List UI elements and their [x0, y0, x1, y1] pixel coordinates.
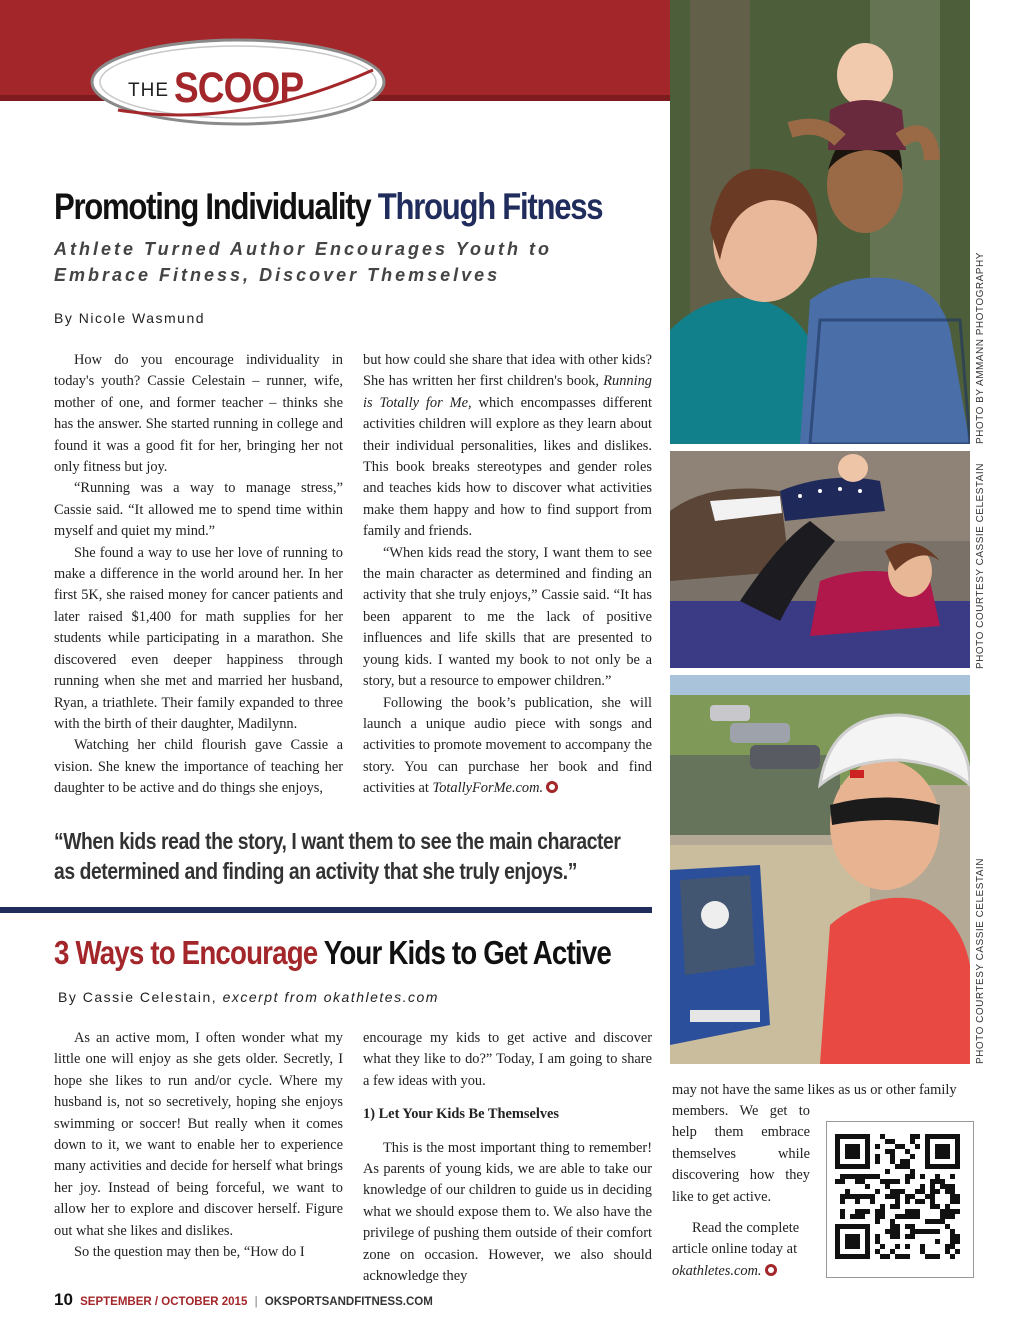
article1-subtitle: Athlete Turned Author Encourages Youth to Embrace Fitness, Discover Themselves — [54, 239, 553, 285]
article2-column2 — [363, 1028, 652, 1287]
text-run: but how could she share that idea with other kids? She has written her first children's book, — [363, 352, 652, 390]
paragraph: So the question may then be, “How do I — [74, 1244, 305, 1261]
article2-column3-wide — [672, 1080, 972, 1101]
bike-selfie-photo — [670, 675, 970, 1064]
website-link[interactable]: okathletes.com. — [672, 1262, 762, 1279]
text-run: Following the book’s publication, she will launch a unique audio piece with songs and activities to promote movement to accompany the story. You can purchase her book and find activities at — [363, 694, 652, 797]
pull-quote — [54, 826, 621, 886]
pull-quote-line: as determined and finding an activity that she truly enjoys.” — [54, 858, 577, 884]
issue-date: SEPTEMBER / OCTOBER 2015 — [80, 1296, 248, 1308]
article1-column1 — [54, 350, 343, 800]
article1-title — [54, 186, 603, 228]
paragraph: “Running was a way to manage stress,” Cassie said. “It allowed me to spend time within myself and quiet my mind.” — [54, 480, 343, 540]
bike-photo-illustration — [670, 675, 970, 1064]
paragraph: encourage my kids to get active and discover what they like to do?” Today, I am going to share a few ideas with you. — [363, 1030, 652, 1089]
paragraph: This is the most important thing to remember! As parents of young kids, we are able to take our knowledge of our children to guide us in deciding what we should expose them to. We also have the privilege of pushing them outside of their comfort zone on occasion. However, we also should acknowledge they — [363, 1139, 652, 1285]
page-footer — [54, 1290, 433, 1310]
article2-title-part1: 3 Ways to Encourage — [54, 934, 318, 971]
footer-website[interactable]: OKSPORTSANDFITNESS.COM — [264, 1296, 433, 1308]
section-heading: 1) Let Your Kids Be Themselves — [363, 1106, 560, 1123]
article2-author: By Cassie Celestain, — [58, 989, 218, 1005]
website-link[interactable]: TotallyForMe.com. — [432, 780, 544, 797]
paragraph: She found a way to use her love of running to make a difference in the world around her. In her first 5K, she raised money for cancer patients and later raised $1,400 for math supplies for her students while participating in a marathon. She discovered even deeper happiness through running when she met and married her husband, Ryan, a triathlete. Their family expanded to three with the birth of their daughter, Madilynn. — [54, 544, 343, 732]
family-photo-illustration — [670, 0, 970, 444]
qr-code[interactable] — [826, 1121, 974, 1278]
pull-quote-line: “When kids read the story, I want them to see the main character — [54, 828, 621, 854]
photo-credit: PHOTO COURTESY CASSIE CELESTAIN — [975, 858, 986, 1064]
page-number: 10 — [54, 1290, 73, 1309]
article1-title-part2: Through Fitness — [377, 186, 603, 227]
article-end-icon — [546, 781, 558, 793]
qr-code-icon — [827, 1122, 973, 1277]
family-photo — [670, 0, 970, 444]
yoga-photo-illustration — [670, 451, 970, 668]
article2-title — [54, 934, 611, 972]
paragraph: may not have the same likes as us or other family — [672, 1082, 957, 1098]
photo-credit: PHOTO BY AMMANN PHOTOGRAPHY — [975, 252, 986, 444]
article2-byline — [58, 989, 439, 1005]
paragraph: Read the complete article online today at — [672, 1220, 800, 1258]
paragraph: How do you encourage individuality in today's youth? Cassie Celestain – runner, wife, mother of one, and former teacher – thinks she has the answer. She started running in college and found it was a good fit for her, bringing her not only fitness but joy. — [54, 352, 343, 476]
article1-column2 — [363, 350, 652, 800]
article2-source: excerpt from okathletes.com — [222, 989, 439, 1005]
article1-title-part1: Promoting Individuality — [54, 186, 371, 227]
article-end-icon — [765, 1264, 777, 1276]
section-divider — [0, 907, 652, 913]
article2-title-part2: Your Kids to Get Active — [323, 934, 611, 971]
paragraph: As an active mom, I often wonder what my little one will enjoy as she gets older. Secretly, I hope she likes to run and/or cycle. Where my husband is, not so secretively, hoping she enjoys swimming or soccer! But really when it comes down to it, we want to enable her to experience many activities and decide for herself what brings her joy. Instead of being forceful, we want to allow her to explore and discover herself. Figure out what she likes and dislikes. — [54, 1030, 343, 1239]
book-title: Running is Totally for Me, — [363, 373, 652, 411]
article2-column1 — [54, 1028, 343, 1263]
paragraph: Watching her child flourish gave Cassie a vision. She knew the importance of teaching her daughter to be active and do things she enjoys, — [54, 737, 343, 797]
photo-credit: PHOTO COURTESY CASSIE CELESTAIN — [975, 463, 986, 669]
footer-separator: | — [254, 1296, 258, 1308]
paragraph — [363, 350, 652, 543]
yoga-photo — [670, 451, 970, 668]
paragraph: members. We get to help them embrace themselves while discovering how they like to get active. — [672, 1103, 810, 1205]
paragraph: “When kids read the story, I want them to see the main character as determined and finding an activity that she truly enjoys,” Cassie said. “It has been apparent to me the lack of positive influences and life skills that are presented to young kids. I wanted my book to not only be a story, but a resource to empower children.” — [363, 544, 652, 690]
logo-word: SCOOP — [174, 64, 304, 112]
text-run: which encompasses different activities children will explore as they learn about their individual personalities, likes and dislikes. This book breaks stereotypes and gender roles and teaches kids how to discover what activities make them happy and how to find support from family and friends. — [363, 394, 652, 540]
paragraph — [672, 1261, 810, 1282]
logo-prefix: THE — [128, 80, 169, 101]
paragraph — [363, 693, 652, 800]
article2-column3-narrow — [672, 1101, 810, 1282]
article1-byline: By Nicole Wasmund — [54, 310, 206, 326]
